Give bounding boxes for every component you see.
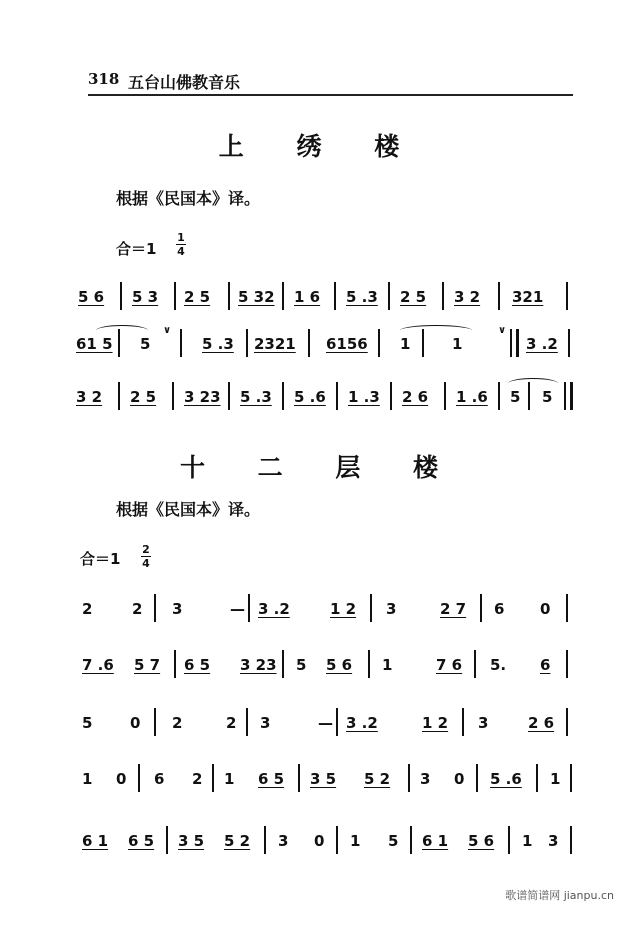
note-group: 3 23 — [240, 656, 277, 674]
piece2-time-signature — [141, 544, 151, 569]
watermark: 歌谱简谱网 jianpu.cn — [505, 889, 614, 902]
note-group: 6 5 — [258, 770, 285, 788]
barline — [120, 282, 122, 310]
note: 1 — [522, 832, 533, 850]
note: 3 — [260, 714, 271, 732]
barline — [154, 594, 156, 622]
piece2-title: 十 二 层 楼 — [179, 453, 461, 482]
breath-mark: ∨ — [163, 325, 172, 336]
note-group: 5 — [140, 335, 151, 353]
note-group: 2 6 — [528, 714, 555, 732]
piece1-staff-row-2 — [70, 325, 580, 365]
note: 6 — [494, 600, 505, 618]
note-group: 3 5 — [310, 770, 337, 788]
note-group: 3 .2 — [258, 600, 290, 618]
note: 1 — [224, 770, 235, 788]
note: 3 — [172, 600, 183, 618]
note-group: 2 5 — [400, 288, 427, 306]
barline — [282, 650, 284, 678]
note: 3 — [548, 832, 559, 850]
barline — [462, 708, 464, 736]
note: 2 — [132, 600, 143, 618]
barline — [480, 594, 482, 622]
barline — [390, 382, 392, 410]
note: 1 — [382, 656, 393, 674]
note: 6 — [154, 770, 165, 788]
dash: — — [318, 714, 333, 732]
note-group: 5 — [510, 388, 521, 406]
barline — [566, 708, 568, 736]
barline — [180, 329, 182, 357]
barline — [246, 708, 248, 736]
barline — [568, 329, 570, 357]
barline — [228, 282, 230, 310]
barline — [508, 826, 510, 854]
barline — [118, 382, 120, 410]
note-group: 1 2 — [330, 600, 357, 618]
piece2-staff-row-1 — [70, 592, 580, 632]
note: 1 — [82, 770, 93, 788]
barline — [422, 329, 424, 357]
barline — [118, 329, 120, 357]
piece1-staff-row-3 — [70, 378, 580, 418]
piece2-staff-row-5 — [70, 824, 580, 864]
piece1-title: 上 绣 楼 — [218, 132, 422, 161]
note-group: 3 2 — [76, 388, 103, 406]
barline — [282, 282, 284, 310]
barline — [566, 594, 568, 622]
dash: — — [230, 600, 245, 618]
note-group: 5 .6 — [294, 388, 326, 406]
barline — [378, 329, 380, 357]
note-group: 1 — [400, 335, 411, 353]
barline — [246, 329, 248, 357]
barline — [566, 650, 568, 678]
note: 2 — [226, 714, 237, 732]
note: 2 — [82, 600, 93, 618]
barline — [566, 282, 568, 310]
barline — [336, 382, 338, 410]
note: 2 — [172, 714, 183, 732]
book-title: 五台山佛教音乐 — [128, 73, 241, 92]
piece2-staff-row-4 — [70, 762, 580, 802]
note: 3 — [386, 600, 397, 618]
barline — [228, 382, 230, 410]
note: 1 — [350, 832, 361, 850]
barline — [476, 764, 478, 792]
note-group: 7 6 — [436, 656, 463, 674]
piece1-time-signature — [176, 232, 186, 257]
piece1-time-top: 1 — [177, 231, 185, 244]
note-group: 5 7 — [134, 656, 161, 674]
note-group: 3 .2 — [526, 335, 558, 353]
note: 0 — [130, 714, 141, 732]
note: 0 — [540, 600, 551, 618]
note-group: 5 .3 — [240, 388, 272, 406]
barline — [172, 382, 174, 410]
piece2-time-top: 2 — [142, 543, 150, 556]
note-group: 3 23 — [184, 388, 221, 406]
barline — [336, 826, 338, 854]
barline — [444, 382, 446, 410]
barline — [138, 764, 140, 792]
piece2-time-bottom: 4 — [142, 557, 150, 570]
note-group: 2 5 — [184, 288, 211, 306]
note-group: 3 2 — [454, 288, 481, 306]
note-group: 6 1 — [422, 832, 449, 850]
note-group: 5 .3 — [346, 288, 378, 306]
page-number: 318 — [88, 70, 120, 88]
note-group: 1 .6 — [456, 388, 488, 406]
note: 2 — [192, 770, 203, 788]
note-group: 3 .2 — [346, 714, 378, 732]
repeat-end-barline — [564, 382, 573, 410]
barline — [408, 764, 410, 792]
note: 0 — [116, 770, 127, 788]
barline — [570, 764, 572, 792]
note-group: 5 2 — [364, 770, 391, 788]
piece2-staff-row-2 — [70, 648, 580, 688]
note: 5 — [82, 714, 93, 732]
barline — [174, 282, 176, 310]
note: 3 — [278, 832, 289, 850]
barline — [536, 764, 538, 792]
note-group: 5 2 — [224, 832, 251, 850]
note-group: 2 6 — [402, 388, 429, 406]
barline — [264, 826, 266, 854]
barline — [370, 594, 372, 622]
note: 5 — [388, 832, 399, 850]
note-group: 6156 — [326, 335, 368, 353]
piece2-source-note: 根据《民国本》译。 — [116, 500, 261, 519]
barline — [442, 282, 444, 310]
barline — [166, 826, 168, 854]
note: 5. — [490, 656, 507, 674]
barline — [474, 650, 476, 678]
note-group: 6 5 — [184, 656, 211, 674]
note-group: 5 6 — [78, 288, 105, 306]
note-group: 1 6 — [294, 288, 321, 306]
note-group: 5 32 — [238, 288, 275, 306]
note-group: 5 — [542, 388, 553, 406]
note: 0 — [454, 770, 465, 788]
barline — [298, 764, 300, 792]
barline — [174, 650, 176, 678]
note: 5 — [296, 656, 307, 674]
note-group: 321 — [512, 288, 544, 306]
piece1-time-bottom: 4 — [177, 245, 185, 258]
piece1-key: 合＝1 — [116, 240, 157, 258]
note-group: 5 .3 — [202, 335, 234, 353]
barline — [282, 382, 284, 410]
note-group: 2 5 — [130, 388, 157, 406]
note-group: 2 7 — [440, 600, 467, 618]
barline — [498, 382, 500, 410]
barline — [334, 282, 336, 310]
breath-mark: ∨ — [498, 325, 507, 336]
note: 3 — [420, 770, 431, 788]
note: 1 — [550, 770, 561, 788]
note-group: 5 3 — [132, 288, 159, 306]
note-group: 1 .3 — [348, 388, 380, 406]
piece2-key: 合＝1 — [80, 550, 121, 568]
note: 6 — [540, 656, 551, 674]
note: 0 — [314, 832, 325, 850]
piece1-staff-row-1 — [70, 282, 580, 322]
note-group: 5 6 — [468, 832, 495, 850]
note-group: 1 — [452, 335, 463, 353]
note-group: 5 .6 — [490, 770, 522, 788]
piece2-staff-row-3 — [70, 706, 580, 746]
barline — [154, 708, 156, 736]
barline — [570, 826, 572, 854]
note-group: 61 5 — [76, 335, 113, 353]
note-group: 1 2 — [422, 714, 449, 732]
barline — [368, 650, 370, 678]
barline — [308, 329, 310, 357]
barline — [410, 826, 412, 854]
barline — [212, 764, 214, 792]
barline — [528, 382, 530, 410]
barline — [388, 282, 390, 310]
note: 3 — [478, 714, 489, 732]
barline — [248, 594, 250, 622]
piece1-source-note: 根据《民国本》译。 — [116, 189, 261, 208]
page-header — [88, 70, 573, 96]
note-group: 2321 — [254, 335, 296, 353]
repeat-start-barline — [510, 329, 519, 357]
note-group: 7 .6 — [82, 656, 114, 674]
note-group: 3 5 — [178, 832, 205, 850]
barline — [336, 708, 338, 736]
note-group: 6 1 — [82, 832, 109, 850]
barline — [498, 282, 500, 310]
note-group: 5 6 — [326, 656, 353, 674]
note-group: 6 5 — [128, 832, 155, 850]
